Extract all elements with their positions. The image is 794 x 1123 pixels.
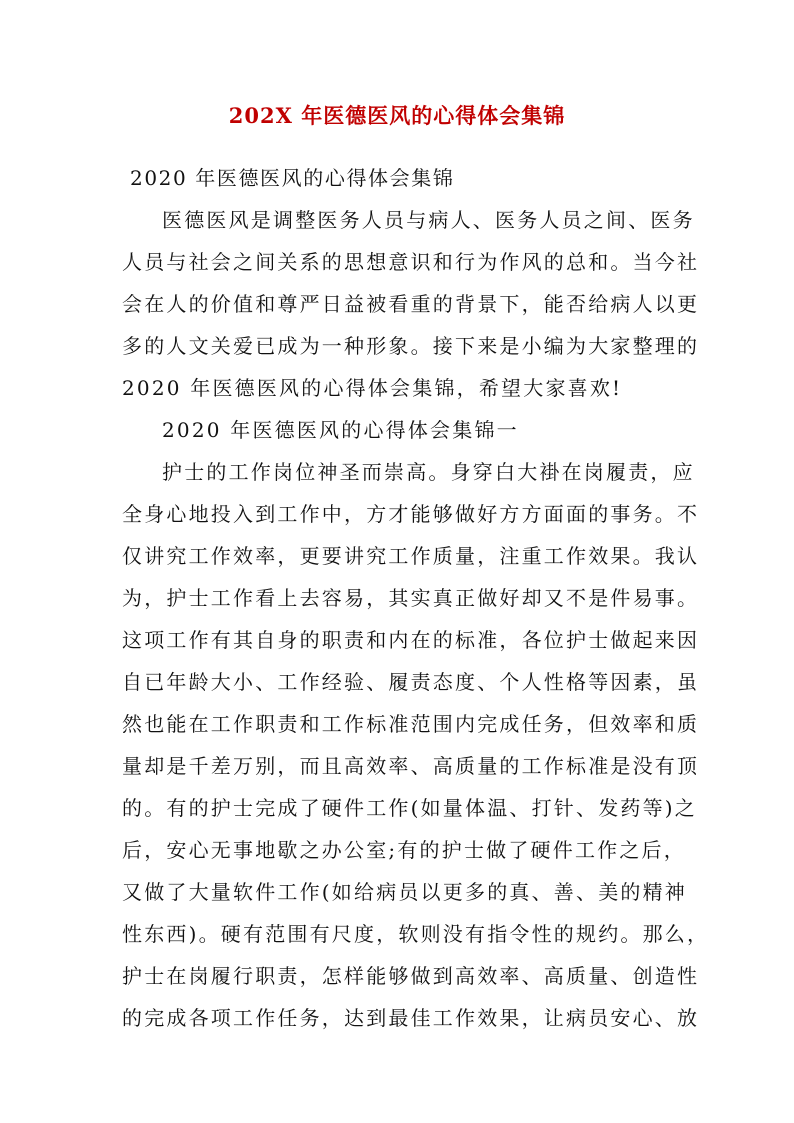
paragraph-line: 又做了大量软件工作(如给病员以更多的真、善、美的精神: [122, 880, 688, 904]
paragraph-line: 仅讲究工作效率，更要讲究工作质量，注重工作效果。我认: [122, 544, 700, 568]
paragraph-line: 护士的工作岗位神圣而崇高。身穿白大褂在岗履责，应: [162, 460, 695, 484]
paragraph-line: 量却是千差万别，而且高效率、高质量的工作标准是没有顶: [122, 754, 700, 778]
paragraph-line: 会在人的价值和尊严日益被看重的背景下，能否给病人以更: [122, 292, 700, 316]
paragraph-line: 的完成各项工作任务，达到最佳工作效果，让病员安心、放: [122, 1006, 700, 1030]
paragraph-line: 护士在岗履行职责，怎样能够做到高效率、高质量、创造性: [122, 964, 700, 988]
paragraph-line: 然也能在工作职责和工作标准范围内完成任务，但效率和质: [122, 712, 700, 736]
paragraph-line: 的。有的护士完成了硬件工作(如量体温、打针、发药等)之: [122, 796, 698, 820]
paragraph-line: 这项工作有其自身的职责和内在的标准，各位护士做起来因: [122, 628, 700, 652]
paragraph-line: 2020 年医德医风的心得体会集锦，希望大家喜欢!: [122, 376, 623, 400]
paragraph-line: 多的人文关爱已成为一种形象。接下来是小编为大家整理的: [122, 334, 700, 358]
paragraph-line: 医德医风是调整医务人员与病人、医务人员之间、医务: [162, 208, 695, 232]
paragraph-line: 后，安心无事地歇之办公室;有的护士做了硬件工作之后，: [122, 838, 686, 862]
paragraph-line: 性东西)。硬有范围有尺度，软则没有指令性的规约。那么，: [122, 922, 710, 946]
document-subtitle: 2020 年医德医风的心得体会集锦: [130, 166, 455, 190]
paragraph-line: 全身心地投入到工作中，方才能够做好方方面面的事务。不: [122, 502, 700, 526]
paragraph-line: 为，护士工作看上去容易，其实真正做好却又不是件易事。: [122, 586, 700, 610]
paragraph-line: 自已年龄大小、工作经验、履责态度、个人性格等因素，虽: [122, 670, 700, 694]
paragraph-line: 人员与社会之间关系的思想意识和行为作风的总和。当今社: [122, 250, 700, 274]
section-heading: 2020 年医德医风的心得体会集锦一: [162, 418, 519, 442]
document-title: 202X 年医德医风的心得体会集锦: [228, 103, 566, 128]
